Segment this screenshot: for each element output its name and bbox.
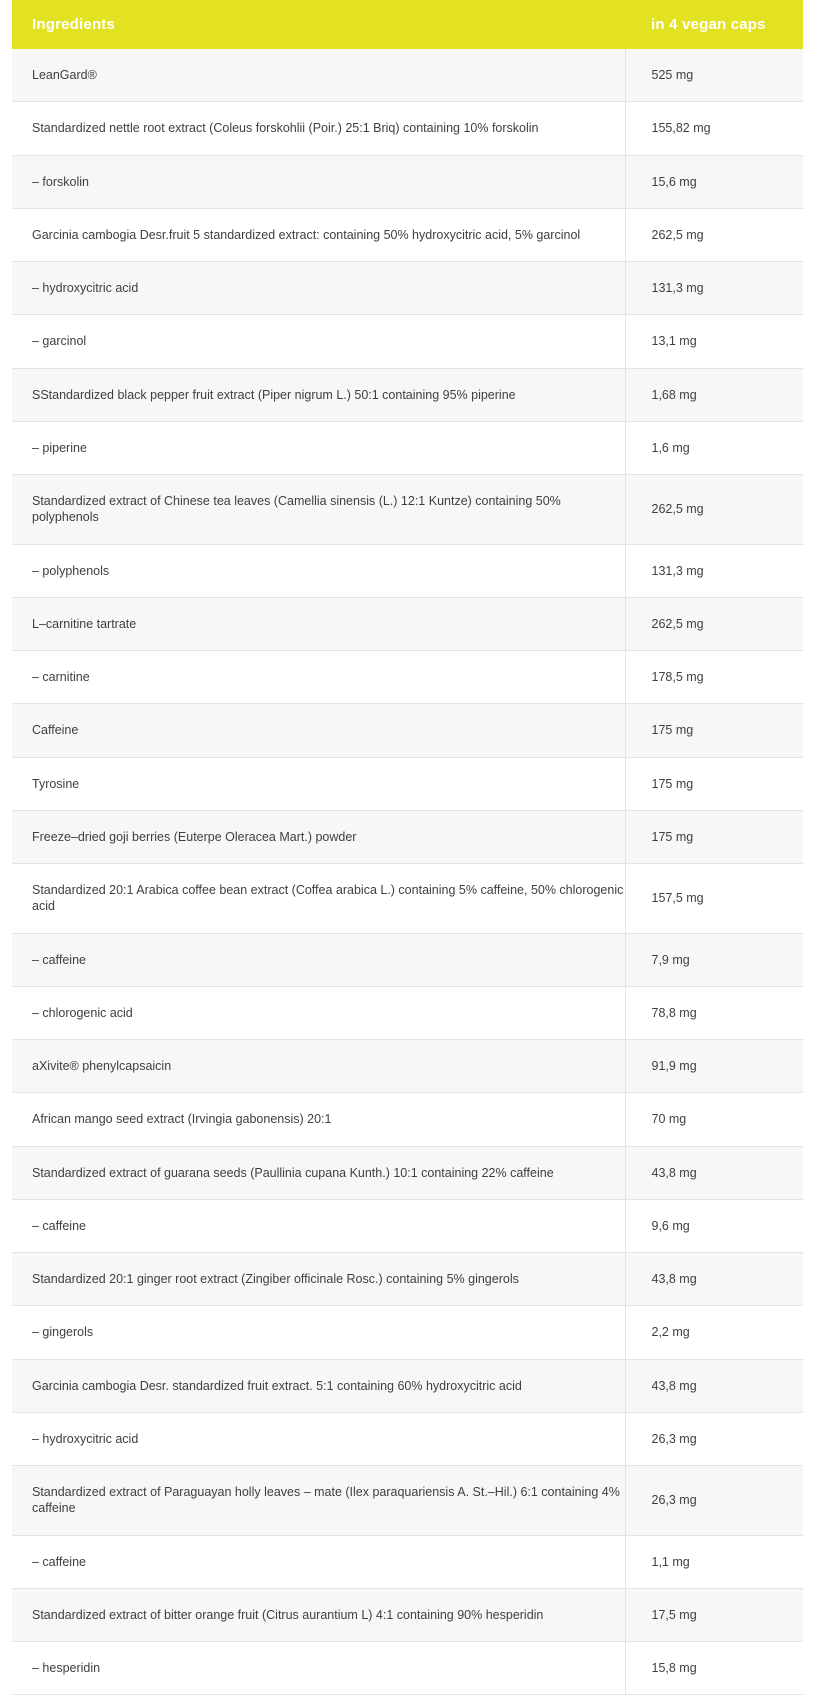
table-row (12, 49, 803, 102)
ingredient-name: – caffeine (12, 1199, 625, 1252)
table-header (12, 0, 803, 49)
table-row (12, 810, 803, 863)
ingredient-amount: 13,1 mg (625, 315, 803, 368)
ingredient-name: Standardized extract of guarana seeds (Paullinia cupana Kunth.) 10:1 containing 22% caffeine (12, 1146, 625, 1199)
ingredient-name: Tyrosine (12, 757, 625, 810)
ingredient-amount: 91,9 mg (625, 1040, 803, 1093)
ingredient-amount: 131,3 mg (625, 262, 803, 315)
ingredient-amount: 131,3 mg (625, 544, 803, 597)
ingredient-name: – hydroxycitric acid (12, 1412, 625, 1465)
ingredient-name: African mango seed extract (Irvingia gabonensis) 20:1 (12, 1093, 625, 1146)
table-row (12, 1253, 803, 1306)
ingredient-name: – hydroxycitric acid (12, 262, 625, 315)
table-body (12, 49, 803, 1695)
table-row (12, 1359, 803, 1412)
ingredient-amount: 78,8 mg (625, 986, 803, 1039)
ingredient-name: Standardized nettle root extract (Coleus forskohlii (Poir.) 25:1 Briq) containing 10% forskolin (12, 102, 625, 155)
ingredient-amount: 2,2 mg (625, 1306, 803, 1359)
ingredient-amount: 262,5 mg (625, 597, 803, 650)
column-header-amount: in 4 vegan caps (625, 0, 803, 49)
table-row (12, 933, 803, 986)
table-row (12, 1093, 803, 1146)
table-row (12, 102, 803, 155)
ingredient-amount: 262,5 mg (625, 208, 803, 261)
table-row (12, 421, 803, 474)
ingredient-amount: 26,3 mg (625, 1412, 803, 1465)
ingredient-amount: 15,8 mg (625, 1642, 803, 1695)
ingredient-name: SStandardized black pepper fruit extract (Piper nigrum L.) 50:1 containing 95% piperine (12, 368, 625, 421)
ingredient-amount: 175 mg (625, 810, 803, 863)
ingredient-amount: 1,68 mg (625, 368, 803, 421)
table-row (12, 315, 803, 368)
ingredient-amount: 15,6 mg (625, 155, 803, 208)
ingredient-amount: 43,8 mg (625, 1253, 803, 1306)
ingredient-name: – hesperidin (12, 1642, 625, 1695)
ingredient-amount: 70 mg (625, 1093, 803, 1146)
ingredient-name: Freeze–dried goji berries (Euterpe Oleracea Mart.) powder (12, 810, 625, 863)
table-row (12, 155, 803, 208)
ingredient-name: Standardized extract of bitter orange fruit (Citrus aurantium L) 4:1 containing 90% hesperidin (12, 1588, 625, 1641)
ingredient-amount: 155,82 mg (625, 102, 803, 155)
ingredient-name: – caffeine (12, 1535, 625, 1588)
ingredient-name: – polyphenols (12, 544, 625, 597)
ingredient-amount: 157,5 mg (625, 864, 803, 934)
ingredient-amount: 17,5 mg (625, 1588, 803, 1641)
ingredient-name: Garcinia cambogia Desr. standardized fruit extract. 5:1 containing 60% hydroxycitric acid (12, 1359, 625, 1412)
ingredient-amount: 262,5 mg (625, 475, 803, 545)
table-row (12, 704, 803, 757)
ingredient-amount: 1,6 mg (625, 421, 803, 474)
table-row (12, 1146, 803, 1199)
table-header-row (12, 0, 803, 49)
table-row (12, 475, 803, 545)
ingredient-name: – carnitine (12, 651, 625, 704)
ingredient-amount: 26,3 mg (625, 1466, 803, 1536)
ingredient-name: – garcinol (12, 315, 625, 368)
table-row (12, 1040, 803, 1093)
ingredient-name: Standardized extract of Chinese tea leaves (Camellia sinensis (L.) 12:1 Kuntze) containing 50% polyphenols (12, 475, 625, 545)
ingredient-amount: 43,8 mg (625, 1359, 803, 1412)
ingredient-name: – forskolin (12, 155, 625, 208)
ingredient-name: LeanGard® (12, 49, 625, 102)
ingredient-name: Caffeine (12, 704, 625, 757)
ingredient-name: Standardized extract of Paraguayan holly leaves – mate (Ilex paraquariensis A. St.–Hil.) 6:1 containing 4% caffeine (12, 1466, 625, 1536)
table-row (12, 1588, 803, 1641)
table-row (12, 544, 803, 597)
table-row (12, 262, 803, 315)
ingredient-name: – caffeine (12, 933, 625, 986)
ingredient-name: L–carnitine tartrate (12, 597, 625, 650)
table-row (12, 986, 803, 1039)
ingredient-amount: 525 mg (625, 49, 803, 102)
ingredient-name: – piperine (12, 421, 625, 474)
table-row (12, 1466, 803, 1536)
ingredient-amount: 175 mg (625, 757, 803, 810)
ingredients-table (12, 0, 803, 1695)
table-row (12, 1306, 803, 1359)
ingredient-amount: 43,8 mg (625, 1146, 803, 1199)
table-row (12, 1412, 803, 1465)
ingredient-amount: 175 mg (625, 704, 803, 757)
table-row (12, 651, 803, 704)
table-row (12, 1199, 803, 1252)
table-row (12, 368, 803, 421)
ingredient-name: – chlorogenic acid (12, 986, 625, 1039)
table-row (12, 208, 803, 261)
table-row (12, 1642, 803, 1695)
ingredient-amount: 1,1 mg (625, 1535, 803, 1588)
ingredient-amount: 7,9 mg (625, 933, 803, 986)
table-row (12, 757, 803, 810)
table-row (12, 1535, 803, 1588)
ingredient-name: Garcinia cambogia Desr.fruit 5 standardized extract: containing 50% hydroxycitric acid, 5% garcinol (12, 208, 625, 261)
ingredient-amount: 9,6 mg (625, 1199, 803, 1252)
column-header-ingredients: Ingredients (12, 0, 625, 49)
ingredient-name: Standardized 20:1 Arabica coffee bean extract (Coffea arabica L.) containing 5% caffeine, 50% chlorogenic acid (12, 864, 625, 934)
ingredient-name: Standardized 20:1 ginger root extract (Zingiber officinale Rosc.) containing 5% gingerols (12, 1253, 625, 1306)
ingredient-amount: 178,5 mg (625, 651, 803, 704)
table-row (12, 864, 803, 934)
ingredient-name: – gingerols (12, 1306, 625, 1359)
ingredient-name: aXivite® phenylcapsaicin (12, 1040, 625, 1093)
table-row (12, 597, 803, 650)
